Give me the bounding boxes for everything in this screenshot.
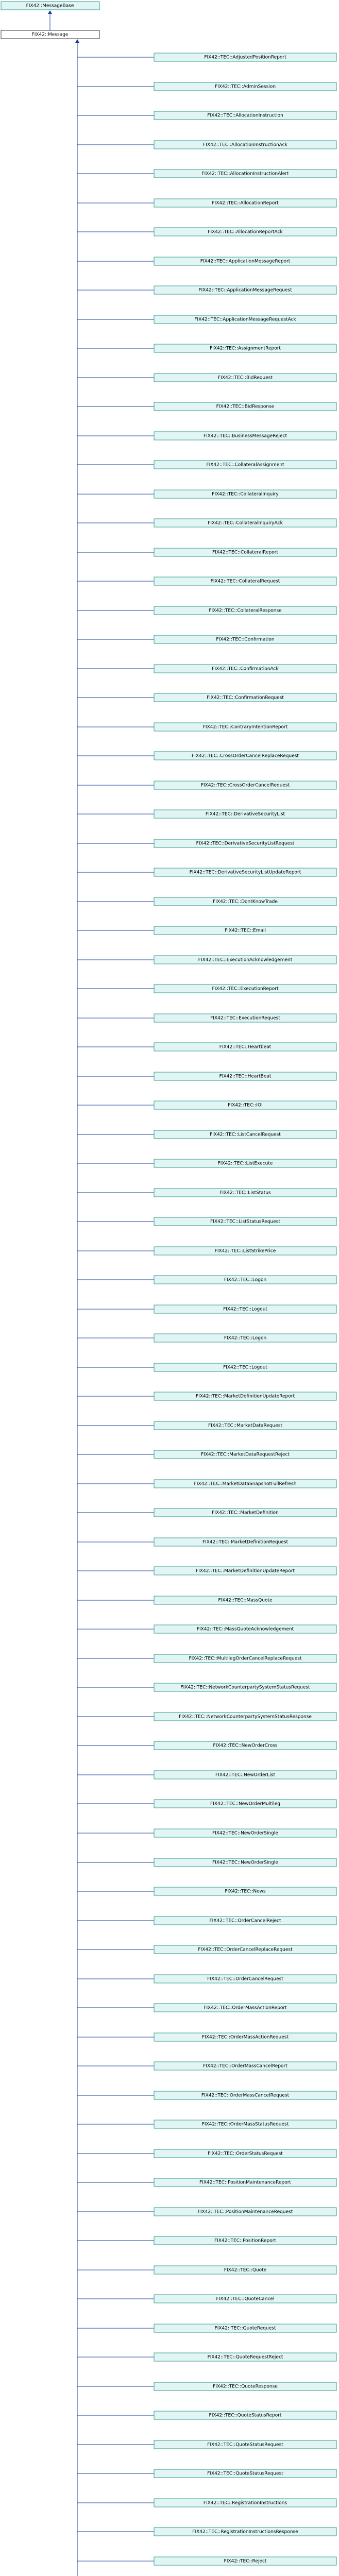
derived-class-node[interactable] [154, 374, 336, 382]
derived-class-label: FIX42::TEC::DerivativeSecurityListUpdateReport [189, 870, 301, 875]
derived-class-label: FIX42::TEC::MarketDataRequestReject [201, 1452, 290, 1458]
derived-class-label: FIX42::TEC::CollateralResponse [209, 608, 282, 614]
derived-class-node[interactable] [154, 606, 336, 615]
derived-class-node[interactable] [154, 2178, 336, 2187]
derived-class-label: FIX42::TEC::ListCancelRequest [210, 1132, 281, 1138]
derived-class-node[interactable] [154, 1800, 336, 1808]
derived-class-label: FIX42::TEC::Logon [224, 1335, 267, 1341]
derived-class-label: FIX42::TEC::ApplicationMessageRequest [198, 287, 292, 293]
derived-class-node[interactable] [154, 1538, 336, 1546]
derived-class-label: FIX42::TEC::BidResponse [216, 404, 275, 410]
derived-class-label: FIX42::TEC::PositionReport [214, 2238, 276, 2244]
base-node[interactable] [1, 30, 99, 39]
derived-class-node[interactable] [154, 2441, 336, 2449]
derived-class-node[interactable] [154, 228, 336, 236]
derived-class-label: FIX42::TEC::ConfirmationAck [212, 666, 279, 672]
derived-class-label: FIX42::TEC::ListStatusRequest [210, 1219, 281, 1225]
derived-class-label: FIX42::TEC::OrderMassActionRequest [201, 2035, 289, 2040]
derived-class-node[interactable] [154, 490, 336, 498]
derived-class-node[interactable] [154, 1509, 336, 1517]
derived-class-label: FIX42::TEC::MarketDefinitionUpdateReport [196, 1394, 295, 1399]
derived-class-node[interactable] [154, 1363, 336, 1371]
derived-class-node[interactable] [154, 1247, 336, 1255]
derived-class-node[interactable] [154, 1683, 336, 1691]
derived-class-label: FIX42::TEC::RegistrationInstructions [203, 2500, 287, 2506]
derived-class-label: FIX42::TEC::ContraryIntentionReport [202, 724, 288, 730]
derived-class-node[interactable] [154, 810, 336, 818]
derived-class-node[interactable] [154, 82, 336, 91]
derived-class-label: FIX42::TEC::CollateralRequest [210, 579, 280, 584]
derived-class-label: FIX42::TEC::CollateralReport [212, 550, 278, 555]
derived-class-label: FIX42::TEC::QuoteRequestReject [207, 2354, 283, 2360]
derived-class-node[interactable] [154, 577, 336, 585]
derived-class-label: FIX42::TEC::MultilegOrderCancelReplaceRequest [189, 1656, 302, 1662]
derived-class-node[interactable] [154, 1334, 336, 1342]
derived-class-label: FIX42::TEC::NewOrderCross [213, 1743, 278, 1749]
base-node-label: FIX42::Message [31, 32, 69, 38]
derived-class-node[interactable] [154, 1101, 336, 1109]
derived-class-node[interactable] [154, 2004, 336, 2012]
derived-class-node[interactable] [154, 2324, 336, 2332]
derived-class-label: FIX42::TEC::MarketDataRequest [208, 1423, 283, 1429]
derived-class-label: FIX42::TEC::ApplicationMessageRequestAck [194, 317, 296, 323]
derived-class-node[interactable] [154, 1392, 336, 1400]
derived-class-label: FIX42::TEC::Logon [224, 1277, 267, 1283]
derived-class-node[interactable] [154, 461, 336, 469]
derived-class-label: FIX42::TEC::ExecutionReport [212, 986, 279, 992]
derived-class-label: FIX42::TEC::OrderMassCancelReport [203, 2063, 287, 2069]
derived-class-node[interactable] [154, 2469, 336, 2478]
derived-class-node[interactable] [154, 1130, 336, 1139]
edge-trunk-arrowhead [75, 39, 79, 43]
derived-class-node[interactable] [154, 2382, 336, 2391]
derived-class-node[interactable] [154, 1189, 336, 1197]
derived-class-label: FIX42::TEC::AllocationInstruction [207, 113, 283, 118]
derived-class-label: FIX42::TEC::CrossOrderCancelRequest [200, 783, 290, 788]
derived-class-label: FIX42::TEC::OrderCancelRequest [207, 1976, 283, 1982]
derived-class-label: FIX42::TEC::QuoteRequest [214, 2326, 276, 2331]
derived-class-label: FIX42::TEC::PositionMaintenanceRequest [197, 2209, 293, 2215]
derived-class-label: FIX42::TEC::CollateralInquiry [212, 492, 279, 497]
derived-class-label: FIX42::TEC::MassQuoteAcknowledgement [196, 1626, 294, 1632]
derived-class-label: FIX42::TEC::QuoteStatusRequest [207, 2471, 283, 2477]
derived-class-node[interactable] [154, 344, 336, 352]
derived-class-label: FIX42::TEC::RegistrationInstructionsResponse [192, 2529, 298, 2535]
derived-class-node[interactable] [154, 1858, 336, 1867]
derived-class-label: FIX42::TEC::CollateralAssignment [206, 462, 284, 468]
derived-class-label: FIX42::TEC::ExecutionAcknowledgement [198, 957, 293, 963]
derived-class-label: FIX42::TEC::IOI [228, 1103, 263, 1108]
derived-class-node[interactable] [154, 402, 336, 411]
derived-class-label: FIX42::TEC::MarketDefinitionUpdateReport [196, 1568, 295, 1574]
derived-class-node[interactable] [154, 199, 336, 207]
derived-class-node[interactable] [154, 1043, 336, 1051]
derived-class-label: FIX42::TEC::OrderMassActionReport [204, 2005, 287, 2011]
derived-class-label: FIX42::TEC::HeartBeat [219, 1074, 272, 1079]
derived-class-label: FIX42::TEC::CollateralInquiryAck [208, 520, 283, 526]
derived-class-node[interactable] [154, 956, 336, 964]
derived-class-node[interactable] [154, 723, 336, 731]
derived-class-node[interactable] [154, 665, 336, 673]
derived-class-node[interactable] [154, 839, 336, 848]
root-node[interactable] [1, 2, 99, 10]
derived-class-node[interactable] [154, 1771, 336, 1779]
derived-class-label: FIX42::TEC::OrderMassStatusRequest [201, 2122, 289, 2127]
derived-class-node[interactable] [154, 1159, 336, 1167]
derived-class-label: FIX42::TEC::NewOrderMultileg [210, 1801, 281, 1807]
derived-class-node[interactable] [154, 2208, 336, 2216]
derived-class-label: FIX42::TEC::CrossOrderCancelReplaceRequest [192, 753, 299, 759]
derived-class-label: FIX42::TEC::NetworkCounterpartySystemStatusRequest [180, 1685, 310, 1690]
derived-class-node[interactable] [154, 1917, 336, 1925]
derived-class-node[interactable] [154, 1305, 336, 1313]
derived-class-node[interactable] [154, 432, 336, 440]
derived-class-node[interactable] [154, 257, 336, 265]
derived-class-node[interactable] [154, 519, 336, 527]
derived-class-label: FIX42::TEC::Quote [224, 2267, 267, 2273]
derived-class-node[interactable] [154, 752, 336, 760]
derived-class-label: FIX42::TEC::AllocationReport [212, 200, 279, 206]
derived-class-node[interactable] [154, 1450, 336, 1459]
derived-class-node[interactable] [154, 1829, 336, 1837]
derived-class-node[interactable] [154, 2499, 336, 2507]
derived-class-label: FIX42::TEC::MarketDataSnapshotFullRefresh [194, 1481, 297, 1487]
derived-class-node[interactable] [154, 1741, 336, 1750]
derived-class-node[interactable] [154, 548, 336, 556]
derived-class-node[interactable] [154, 693, 336, 702]
derived-class-label: FIX42::TEC::ListExecute [217, 1161, 273, 1166]
derived-class-label: FIX42::TEC::Heartbeat [219, 1044, 272, 1050]
derived-class-label: FIX42::TEC::BidRequest [218, 375, 273, 381]
derived-class-node[interactable] [154, 1654, 336, 1663]
derived-class-label: FIX42::TEC::AllocationInstructionAck [203, 142, 287, 148]
derived-class-node[interactable] [154, 2353, 336, 2361]
derived-class-node[interactable] [154, 1945, 336, 1954]
derived-class-label: FIX42::TEC::AssignmentReport [210, 346, 281, 351]
derived-class-node[interactable] [154, 1072, 336, 1080]
derived-class-label: FIX42::TEC::NewOrderList [215, 1772, 275, 1778]
derived-class-node[interactable] [154, 985, 336, 993]
derived-class-node[interactable] [154, 1713, 336, 1721]
derived-class-node[interactable] [154, 1480, 336, 1488]
derived-class-node[interactable] [154, 1014, 336, 1022]
derived-class-label: FIX42::TEC::QuoteStatusReport [209, 2413, 282, 2418]
derived-class-label: FIX42::TEC::AllocationReportAck [208, 229, 283, 235]
inheritance-edges [48, 10, 154, 2576]
derived-class-label: FIX42::TEC::ExecutionRequest [210, 1015, 280, 1021]
derived-class-node[interactable] [154, 286, 336, 294]
derived-class-label: FIX42::TEC::Logout [223, 1307, 267, 1312]
derived-class-label: FIX42::TEC::DerivativeSecurityListRequest [196, 841, 295, 846]
derived-class-node[interactable] [154, 781, 336, 789]
derived-class-label: FIX42::TEC::MassQuote [218, 1598, 273, 1603]
derived-class-label: FIX42::TEC::DontKnowTrade [213, 899, 278, 905]
derived-class-label: FIX42::TEC::QuoteStatusRequest [207, 2442, 283, 2448]
derived-class-node[interactable] [154, 2062, 336, 2070]
derived-class-label: FIX42::TEC::PositionMaintenanceReport [199, 2180, 291, 2185]
derived-class-label: FIX42::TEC::OrderCancelReject [209, 1918, 281, 1924]
derived-class-label: FIX42::TEC::ListStatus [219, 1190, 271, 1196]
derived-class-label: FIX42::TEC::Reject [224, 2558, 267, 2564]
derived-class-nodes [154, 53, 336, 2576]
derived-class-label: FIX42::TEC::MarketDefinitionRequest [202, 1539, 289, 1545]
derived-class-label: FIX42::TEC::ListStrikePrice [214, 1248, 276, 1254]
derived-class-node[interactable] [154, 1625, 336, 1633]
derived-class-node[interactable] [154, 111, 336, 120]
derived-class-label: FIX42::TEC::DerivativeSecurityList [205, 811, 285, 817]
derived-class-label: FIX42::TEC::Confirmation [216, 637, 275, 642]
derived-class-node[interactable] [154, 1217, 336, 1226]
derived-class-node[interactable] [154, 1421, 336, 1430]
derived-class-label: FIX42::TEC::ConfirmationRequest [207, 695, 284, 701]
derived-class-node[interactable] [154, 1887, 336, 1895]
derived-class-node[interactable] [154, 1567, 336, 1575]
derived-class-label: FIX42::TEC::Email [224, 928, 266, 934]
derived-class-node[interactable] [154, 141, 336, 149]
derived-class-label: FIX42::TEC::QuoteCancel [216, 2296, 275, 2302]
derived-class-node[interactable] [154, 2033, 336, 2041]
derived-class-label: FIX42::TEC::ApplicationMessageReport [200, 259, 291, 264]
derived-class-node[interactable] [154, 170, 336, 178]
derived-class-label: FIX42::TEC::AdjustedPositionReport [204, 55, 286, 60]
derived-class-node[interactable] [154, 1596, 336, 1604]
derived-class-node[interactable] [154, 2091, 336, 2099]
derived-class-label: FIX42::TEC::NetworkCounterpartySystemStatusResponse [179, 1714, 312, 1720]
derived-class-node[interactable] [154, 2236, 336, 2245]
derived-class-label: FIX42::TEC::AdminSession [214, 84, 276, 90]
derived-class-node[interactable] [154, 2528, 336, 2536]
derived-class-node[interactable] [154, 897, 336, 906]
derived-class-node[interactable] [154, 2266, 336, 2274]
derived-class-node[interactable] [154, 2557, 336, 2565]
derived-class-label: FIX42::TEC::AllocationInstructionAlert [201, 171, 289, 177]
derived-class-node[interactable] [154, 2295, 336, 2303]
derived-class-node[interactable] [154, 2120, 336, 2128]
derived-class-label: FIX42::TEC::MarketDefinition [212, 1510, 279, 1516]
derived-class-label: FIX42::TEC::BusinessMessageReject [203, 433, 287, 439]
derived-class-node[interactable] [154, 926, 336, 935]
derived-class-label: FIX42::TEC::Logout [223, 1365, 267, 1370]
derived-class-node[interactable] [154, 1276, 336, 1284]
derived-class-label: FIX42::TEC::OrderStatusRequest [208, 2151, 283, 2157]
derived-class-node[interactable] [154, 1975, 336, 1983]
derived-class-label: FIX42::TEC::NewOrderSingle [212, 1860, 278, 1866]
derived-class-node[interactable] [154, 2149, 336, 2158]
root-node-label: FIX42::MessageBase [26, 3, 74, 9]
derived-class-label: FIX42::TEC::OrderCancelReplaceRequest [198, 1947, 293, 1953]
derived-class-label: FIX42::TEC::QuoteResponse [213, 2384, 278, 2389]
derived-class-node[interactable] [154, 635, 336, 643]
derived-class-node[interactable] [154, 315, 336, 324]
derived-class-node[interactable] [154, 2411, 336, 2419]
derived-class-node[interactable] [154, 53, 336, 61]
edge-base-to-root-arrowhead [48, 10, 52, 14]
derived-class-label: FIX42::TEC::OrderMassCancelRequest [201, 2093, 290, 2098]
derived-class-label: FIX42::TEC::NewOrderSingle [212, 1831, 278, 1836]
derived-class-label: FIX42::TEC::News [225, 1889, 266, 1894]
derived-class-node[interactable] [154, 868, 336, 876]
